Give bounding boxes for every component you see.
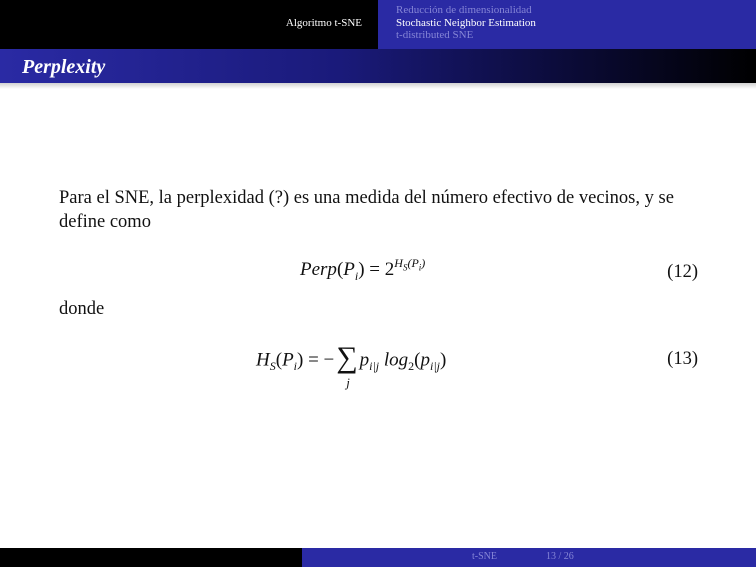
- eq2-log: log: [383, 349, 409, 371]
- subsection-link-sne[interactable]: Stochastic Neighbor Estimation: [396, 16, 536, 29]
- eq2-p: P: [282, 349, 294, 371]
- footer-right-panel: [302, 548, 756, 567]
- eq2-p-sub: i: [293, 359, 298, 374]
- eq1-p-sub: i: [354, 268, 359, 283]
- eq2-prob-sub: i|j: [369, 359, 380, 374]
- subsection-link-reduccion[interactable]: Reducción de dimensionalidad: [396, 4, 532, 16]
- eq1-p: P: [343, 259, 355, 280]
- eq1-base: 2: [384, 259, 395, 280]
- body-paragraph: Para el SNE, la perplexidad (?) es una medida del número efectivo de vecinos, y se define como: [59, 188, 674, 232]
- summation-symbol: ∑ j: [336, 341, 358, 390]
- equation-number-13: (13): [667, 349, 698, 369]
- header-section-panel: [0, 0, 378, 49]
- header-subsection-panel: [378, 0, 756, 49]
- frame-title: Perplexity: [22, 56, 106, 78]
- footer-title: t-SNE: [472, 551, 497, 562]
- eq2-log-sub: 2: [408, 359, 415, 374]
- frame-title-bar: [0, 49, 756, 83]
- eq2-prob: p: [359, 349, 370, 371]
- sum-index: j: [346, 375, 350, 390]
- title-shadow: [0, 83, 756, 89]
- page-number: 13 / 26: [546, 551, 574, 562]
- header-section-link[interactable]: Algoritmo t-SNE: [285, 17, 362, 29]
- eq1-perp: Perp: [300, 259, 337, 280]
- connector-text: donde: [59, 299, 105, 319]
- equation-entropy: $H_S(P_i)$ = −∑ j $p_{i|j}$ $\log_2(p_{i|j})$: [256, 341, 447, 390]
- subsection-link-tsne[interactable]: t-distributed SNE: [396, 29, 474, 41]
- equation-number-12: (12): [667, 262, 698, 282]
- footer-left-panel: [0, 548, 302, 567]
- eq2-h: H: [256, 349, 270, 371]
- eq2-prob2: p: [420, 349, 430, 371]
- header-bar: [0, 0, 756, 49]
- eq1-exponent: HS(Pi): [394, 256, 426, 273]
- eq2-h-sub: S: [269, 359, 276, 374]
- eq2-prob2-sub: i|j: [430, 359, 440, 374]
- footer-bar: [0, 548, 756, 567]
- equation-perplexity: $Perp(P_i) = 2^{H_S(P_i)}$: [300, 256, 426, 283]
